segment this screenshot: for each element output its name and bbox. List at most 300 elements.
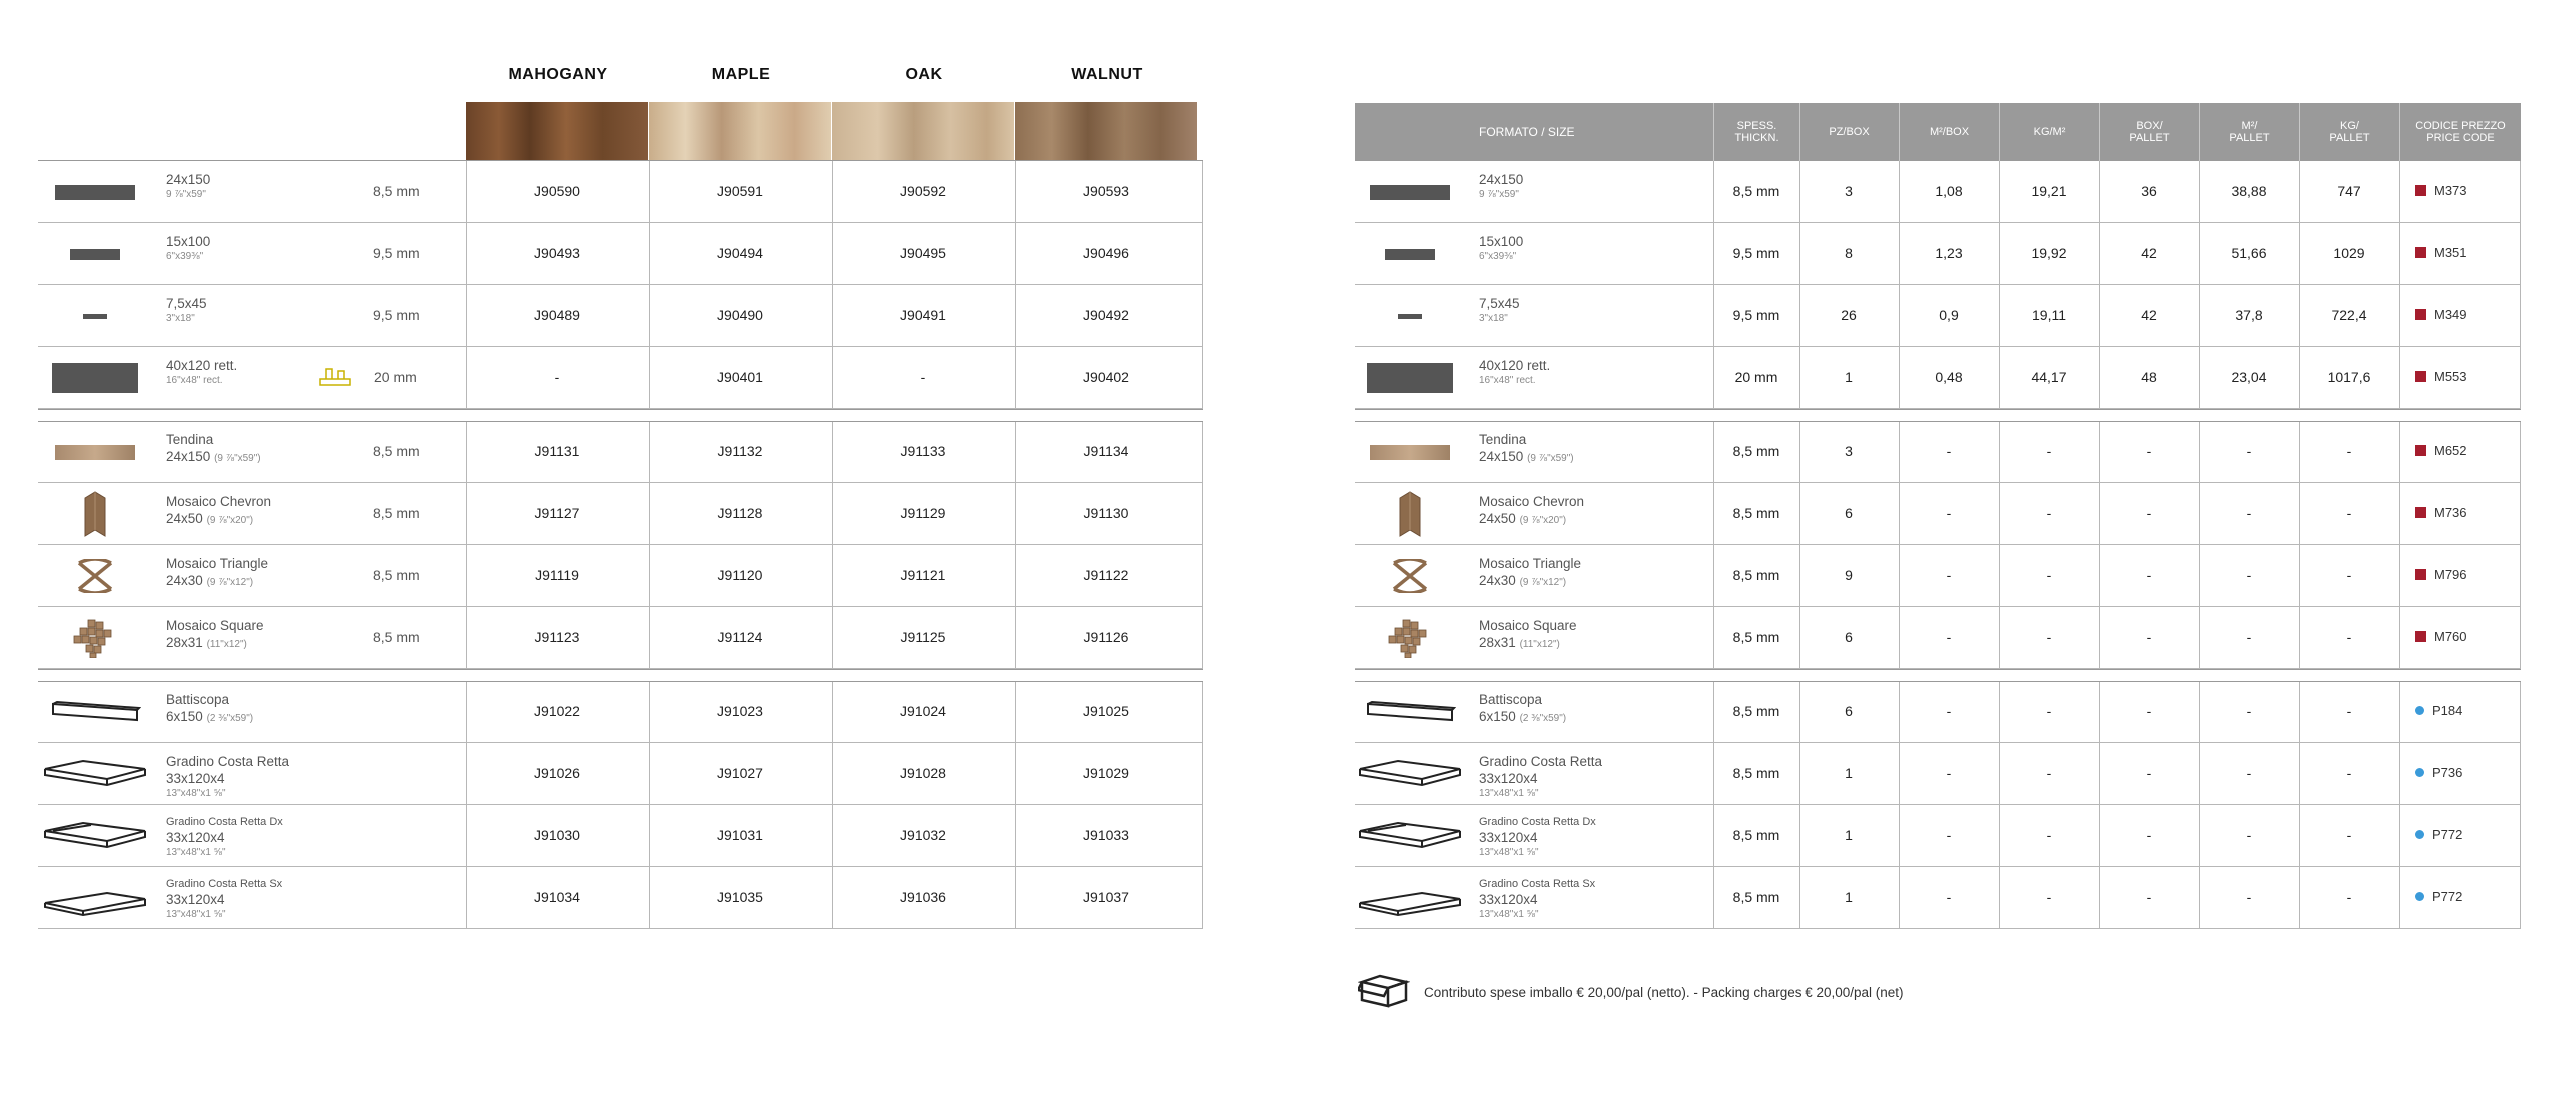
value-cell: - bbox=[2346, 443, 2352, 459]
product-code: J90590 bbox=[534, 183, 580, 199]
value-cell: - bbox=[2046, 703, 2052, 719]
value-cell: 8 bbox=[1845, 245, 1853, 261]
product-code: - bbox=[920, 369, 926, 385]
table-row bbox=[1355, 805, 2521, 867]
value-cell: 42 bbox=[2141, 307, 2157, 323]
product-code: J90591 bbox=[717, 183, 763, 199]
value-cell: - bbox=[2146, 765, 2152, 781]
product-code: J91129 bbox=[900, 505, 946, 521]
triangle-mosaic-icon bbox=[77, 559, 113, 593]
product-code: J91024 bbox=[900, 703, 946, 719]
row-size: 33x120x4 bbox=[1479, 830, 1538, 845]
product-code: J91133 bbox=[900, 443, 946, 459]
step-icon bbox=[43, 755, 147, 793]
row-size: 6x150 bbox=[166, 709, 203, 724]
row-size-imperial: 13"x48"x1 ⅝" bbox=[166, 788, 226, 799]
product-code: J91122 bbox=[1083, 567, 1129, 583]
table-row bbox=[38, 483, 1203, 545]
plank-15x100-icon bbox=[1385, 249, 1435, 260]
table-row bbox=[1355, 483, 2521, 545]
value-cell: - bbox=[2046, 889, 2052, 905]
row-size-imperial: (11"x12") bbox=[1519, 639, 1560, 650]
value-cell: - bbox=[1946, 889, 1952, 905]
product-code: J90593 bbox=[1083, 183, 1129, 199]
table-row bbox=[1355, 223, 2521, 285]
product-code: J91134 bbox=[1083, 443, 1129, 459]
price-dot-icon bbox=[2415, 830, 2424, 839]
row-name: 15x100 bbox=[166, 234, 211, 249]
skirting-icon bbox=[1364, 700, 1456, 724]
row-name: Gradino Costa Retta Sx bbox=[1479, 878, 1596, 890]
value-cell: 722,4 bbox=[2331, 307, 2367, 323]
value-cell: 48 bbox=[2141, 369, 2157, 385]
product-code: J90402 bbox=[1083, 369, 1129, 385]
table-row bbox=[1355, 743, 2521, 805]
product-code: J90495 bbox=[900, 245, 946, 261]
row-size-imperial: 13"x48"x1 ⅝" bbox=[1479, 847, 1539, 858]
row-thickness: 8,5 mm bbox=[373, 183, 420, 199]
row-size-imperial: (11"x12") bbox=[206, 639, 247, 650]
value-cell: 23,04 bbox=[2231, 369, 2267, 385]
price-code bbox=[2415, 369, 2467, 384]
row-thickness: 8,5 mm bbox=[373, 505, 420, 521]
price-dot-icon bbox=[2415, 706, 2424, 715]
product-code: J90494 bbox=[717, 245, 763, 261]
tendina-icon bbox=[1370, 445, 1450, 460]
price-square-icon bbox=[2415, 445, 2426, 456]
value-cell: - bbox=[2146, 443, 2152, 459]
rectified-edge-icon bbox=[318, 365, 352, 392]
product-code: J91131 bbox=[534, 443, 580, 459]
value-cell: 1,08 bbox=[1935, 183, 1963, 199]
tile-40x120-icon bbox=[52, 363, 138, 393]
row-size: 33x120x4 bbox=[166, 892, 225, 907]
table-row bbox=[38, 285, 1203, 347]
row-name: Tendina bbox=[166, 432, 214, 447]
header-size: FORMATO / SIZE bbox=[1479, 125, 1575, 139]
row-size-imperial: (9 ⅞"x12") bbox=[1519, 577, 1567, 588]
product-code: J91127 bbox=[534, 505, 580, 521]
header-thickness: SPESS. THICKN. bbox=[1713, 103, 1799, 161]
step-dx-icon bbox=[1358, 817, 1462, 855]
price-code-text: P772 bbox=[2432, 889, 2463, 904]
table-row bbox=[38, 867, 1203, 929]
product-code: J91027 bbox=[717, 765, 763, 781]
row-name: Gradino Costa Retta bbox=[166, 754, 290, 769]
value-cell: - bbox=[1946, 765, 1952, 781]
note-text: Contributo spese imballo € 20,00/pal (netto). - Packing charges € 20,00/pal (net) bbox=[1424, 985, 1904, 1000]
row-thickness: 9,5 mm bbox=[373, 245, 420, 261]
row-name: 7,5x45 bbox=[166, 296, 207, 311]
product-code: J91121 bbox=[900, 567, 946, 583]
value-cell: 8,5 mm bbox=[1732, 443, 1780, 459]
price-code bbox=[2415, 183, 2467, 198]
chevron-mosaic-icon bbox=[1397, 490, 1423, 538]
value-cell: - bbox=[1946, 443, 1952, 459]
table-row bbox=[1355, 285, 2521, 347]
value-cell: - bbox=[2046, 827, 2052, 843]
value-cell: - bbox=[2246, 443, 2252, 459]
table-row bbox=[38, 545, 1203, 607]
row-size-imperial: (9 ⅞"x59") bbox=[214, 453, 261, 464]
value-cell: - bbox=[1946, 827, 1952, 843]
column-header-walnut: WALNUT bbox=[1071, 66, 1143, 83]
header-pz-box: PZ/BOX bbox=[1799, 103, 1899, 161]
value-cell: 9,5 mm bbox=[1732, 245, 1780, 261]
row-size-imperial: 16"x48" rect. bbox=[166, 375, 223, 386]
value-cell: 1017,6 bbox=[2327, 369, 2371, 385]
value-cell: - bbox=[2246, 703, 2252, 719]
price-code bbox=[2415, 889, 2462, 904]
price-square-icon bbox=[2415, 309, 2426, 320]
row-size-imperial: 13"x48"x1 ⅝" bbox=[1479, 788, 1539, 799]
row-name: Mosaico Triangle bbox=[1479, 556, 1582, 571]
value-cell: - bbox=[2146, 703, 2152, 719]
square-mosaic-icon bbox=[72, 618, 118, 658]
table-row bbox=[38, 223, 1203, 285]
row-size: 28x31 bbox=[166, 635, 203, 650]
value-cell: 8,5 mm bbox=[1732, 629, 1780, 645]
value-cell: 747 bbox=[2337, 183, 2361, 199]
value-cell: - bbox=[2146, 505, 2152, 521]
box-icon bbox=[1358, 972, 1410, 1013]
price-code-text: M652 bbox=[2434, 443, 2467, 458]
table-row bbox=[38, 347, 1203, 409]
product-code: J91031 bbox=[717, 827, 763, 843]
product-code: J91028 bbox=[900, 765, 946, 781]
row-thickness: 8,5 mm bbox=[373, 629, 420, 645]
plank-24x150-icon bbox=[55, 185, 135, 200]
row-name: Mosaico Square bbox=[1479, 618, 1577, 633]
price-code bbox=[2415, 567, 2467, 582]
row-size: 24x50 bbox=[1479, 511, 1516, 526]
product-code: J90592 bbox=[900, 183, 946, 199]
row-name: 7,5x45 bbox=[1479, 296, 1520, 311]
price-code bbox=[2415, 505, 2467, 520]
price-code bbox=[2415, 765, 2462, 780]
row-name: Gradino Costa Retta Dx bbox=[1479, 816, 1596, 828]
row-thickness: 8,5 mm bbox=[373, 443, 420, 459]
product-code: J91124 bbox=[717, 629, 763, 645]
value-cell: 19,92 bbox=[2031, 245, 2067, 261]
header-m2-pallet: M²/ PALLET bbox=[2199, 103, 2299, 161]
row-size-imperial: 3"x18" bbox=[166, 313, 195, 324]
table-row bbox=[38, 743, 1203, 805]
product-code: J91119 bbox=[535, 567, 579, 583]
value-cell: - bbox=[2346, 567, 2352, 583]
table-row bbox=[1355, 681, 2521, 743]
value-cell: 8,5 mm bbox=[1732, 827, 1780, 843]
row-size: 6x150 bbox=[1479, 709, 1516, 724]
table-row bbox=[1355, 421, 2521, 483]
value-cell: 9,5 mm bbox=[1732, 307, 1780, 323]
price-code-text: M760 bbox=[2434, 629, 2467, 644]
step-icon bbox=[1358, 755, 1462, 793]
price-code bbox=[2415, 703, 2462, 718]
value-cell: 37,8 bbox=[2235, 307, 2263, 323]
row-size-imperial: 13"x48"x1 ⅝" bbox=[1479, 909, 1539, 920]
value-cell: - bbox=[2146, 629, 2152, 645]
value-cell: 8,5 mm bbox=[1732, 505, 1780, 521]
product-code: J91030 bbox=[534, 827, 580, 843]
product-code: J90401 bbox=[717, 369, 763, 385]
oak-swatch bbox=[832, 102, 1014, 160]
price-dot-icon bbox=[2415, 892, 2424, 901]
value-cell: 42 bbox=[2141, 245, 2157, 261]
row-size: 24x150 bbox=[166, 449, 211, 464]
product-code: J91032 bbox=[900, 827, 946, 843]
product-code: J91120 bbox=[717, 567, 763, 583]
product-code: J91035 bbox=[717, 889, 763, 905]
row-name: Tendina bbox=[1479, 432, 1527, 447]
price-dot-icon bbox=[2415, 768, 2424, 777]
product-code: J91123 bbox=[534, 629, 580, 645]
skirting-icon bbox=[49, 700, 141, 724]
product-code: J90490 bbox=[717, 307, 763, 323]
row-size-imperial: (9 ⅞"x20") bbox=[206, 515, 254, 526]
value-cell: - bbox=[2046, 765, 2052, 781]
value-cell: 3 bbox=[1845, 183, 1853, 199]
product-code: J91023 bbox=[717, 703, 763, 719]
value-cell: - bbox=[2246, 827, 2252, 843]
value-cell: 1 bbox=[1845, 827, 1853, 843]
row-size: 24x150 bbox=[1479, 449, 1524, 464]
row-size-imperial: 13"x48"x1 ⅝" bbox=[166, 909, 226, 920]
row-size: 33x120x4 bbox=[1479, 771, 1538, 786]
value-cell: 6 bbox=[1845, 703, 1853, 719]
table-row bbox=[1355, 161, 2521, 223]
value-cell: 1 bbox=[1845, 765, 1853, 781]
product-code: J90493 bbox=[534, 245, 580, 261]
row-size-imperial: 6"x39⅜" bbox=[1479, 251, 1517, 262]
plank-7-5x45-icon bbox=[1398, 314, 1422, 319]
row-size: 33x120x4 bbox=[1479, 892, 1538, 907]
value-cell: - bbox=[2246, 765, 2252, 781]
row-name: 24x150 bbox=[166, 172, 211, 187]
plank-24x150-icon bbox=[1370, 185, 1450, 200]
price-code bbox=[2415, 245, 2467, 260]
price-code-text: M736 bbox=[2434, 505, 2467, 520]
price-code-text: P772 bbox=[2432, 827, 2463, 842]
value-cell: - bbox=[2146, 567, 2152, 583]
row-size-imperial: 3"x18" bbox=[1479, 313, 1508, 324]
chevron-mosaic-icon bbox=[82, 490, 108, 538]
tile-40x120-icon bbox=[1367, 363, 1453, 393]
table-row bbox=[1355, 867, 2521, 929]
table-row bbox=[1355, 545, 2521, 607]
header-kg-pallet: KG/ PALLET bbox=[2299, 103, 2399, 161]
row-size-imperial: 6"x39⅜" bbox=[166, 251, 204, 262]
price-square-icon bbox=[2415, 569, 2426, 580]
value-cell: - bbox=[2246, 505, 2252, 521]
value-cell: 19,21 bbox=[2031, 183, 2067, 199]
price-square-icon bbox=[2415, 247, 2426, 258]
value-cell: - bbox=[2046, 505, 2052, 521]
triangle-mosaic-icon bbox=[1392, 559, 1428, 593]
row-name: Mosaico Chevron bbox=[166, 494, 272, 509]
row-name: Gradino Costa Retta Dx bbox=[166, 816, 283, 828]
value-cell: 20 mm bbox=[1734, 369, 1778, 385]
price-code bbox=[2415, 629, 2467, 644]
value-cell: 8,5 mm bbox=[1732, 183, 1780, 199]
price-code bbox=[2415, 827, 2462, 842]
price-code-text: P184 bbox=[2432, 703, 2463, 718]
row-size-imperial: 9 ⅞"x59" bbox=[166, 189, 206, 200]
header-kg-m2: KG/M² bbox=[1999, 103, 2099, 161]
row-size: 33x120x4 bbox=[166, 771, 225, 786]
price-code-text: P736 bbox=[2432, 765, 2463, 780]
row-name: Gradino Costa Retta Sx bbox=[166, 878, 283, 890]
value-cell: - bbox=[1946, 629, 1952, 645]
value-cell: - bbox=[1946, 567, 1952, 583]
row-size-imperial: (2 ⅜"x59") bbox=[206, 713, 254, 724]
value-cell: 3 bbox=[1845, 443, 1853, 459]
value-cell: 8,5 mm bbox=[1732, 889, 1780, 905]
value-cell: - bbox=[2046, 629, 2052, 645]
price-square-icon bbox=[2415, 185, 2426, 196]
packing-table-header bbox=[1355, 103, 2521, 161]
row-name: Battiscopa bbox=[1479, 692, 1543, 707]
value-cell: 8,5 mm bbox=[1732, 703, 1780, 719]
step-sx-icon bbox=[1358, 879, 1462, 917]
table-row bbox=[1355, 347, 2521, 409]
table-row bbox=[38, 161, 1203, 223]
value-cell: - bbox=[2246, 629, 2252, 645]
row-size-imperial: 16"x48" rect. bbox=[1479, 375, 1536, 386]
header-box-pallet: BOX/ PALLET bbox=[2099, 103, 2199, 161]
value-cell: - bbox=[2146, 889, 2152, 905]
value-cell: - bbox=[2346, 505, 2352, 521]
row-name: Battiscopa bbox=[166, 692, 230, 707]
product-code: J91025 bbox=[1083, 703, 1129, 719]
price-code bbox=[2415, 307, 2467, 322]
mahogany-swatch bbox=[466, 102, 648, 160]
table-row bbox=[38, 805, 1203, 867]
product-code: J91033 bbox=[1083, 827, 1129, 843]
product-code: J91128 bbox=[717, 505, 763, 521]
row-name: 24x150 bbox=[1479, 172, 1524, 187]
product-code: J91037 bbox=[1083, 889, 1129, 905]
product-code: J91125 bbox=[900, 629, 946, 645]
product-code: J91034 bbox=[534, 889, 580, 905]
row-size: 33x120x4 bbox=[166, 830, 225, 845]
value-cell: - bbox=[2346, 703, 2352, 719]
price-code bbox=[2415, 443, 2467, 458]
row-name: Mosaico Chevron bbox=[1479, 494, 1585, 509]
value-cell: 6 bbox=[1845, 505, 1853, 521]
header-price-code: CODICE PREZZO PRICE CODE bbox=[2399, 103, 2521, 161]
maple-swatch bbox=[649, 102, 831, 160]
value-cell: - bbox=[2046, 443, 2052, 459]
row-name: Mosaico Triangle bbox=[166, 556, 269, 571]
row-size: 24x50 bbox=[166, 511, 203, 526]
product-code: J90492 bbox=[1083, 307, 1129, 323]
value-cell: 1029 bbox=[2333, 245, 2365, 261]
row-name: 40x120 rett. bbox=[1479, 358, 1551, 373]
table-row bbox=[38, 607, 1203, 669]
product-code: J90496 bbox=[1083, 245, 1129, 261]
product-code: J91022 bbox=[534, 703, 580, 719]
value-cell: 0,9 bbox=[1939, 307, 1959, 323]
value-cell: 8,5 mm bbox=[1732, 765, 1780, 781]
value-cell: - bbox=[2346, 765, 2352, 781]
value-cell: - bbox=[1946, 505, 1952, 521]
table-row bbox=[38, 421, 1203, 483]
plank-7-5x45-icon bbox=[83, 314, 107, 319]
value-cell: 19,11 bbox=[2032, 307, 2066, 323]
row-size: 28x31 bbox=[1479, 635, 1516, 650]
value-cell: 51,66 bbox=[2231, 245, 2267, 261]
product-code: J91126 bbox=[1083, 629, 1129, 645]
step-dx-icon bbox=[43, 817, 147, 855]
price-code-text: M351 bbox=[2434, 245, 2467, 260]
value-cell: 36 bbox=[2141, 183, 2157, 199]
product-code: J91029 bbox=[1083, 765, 1129, 781]
row-name: 40x120 rett. bbox=[166, 358, 238, 373]
price-square-icon bbox=[2415, 371, 2426, 382]
row-size-imperial: (2 ⅜"x59") bbox=[1519, 713, 1567, 724]
row-name: Mosaico Square bbox=[166, 618, 264, 633]
value-cell: - bbox=[1946, 703, 1952, 719]
value-cell: 0,48 bbox=[1935, 369, 1963, 385]
row-size-imperial: 9 ⅞"x59" bbox=[1479, 189, 1519, 200]
product-code: J91132 bbox=[717, 443, 763, 459]
price-square-icon bbox=[2415, 631, 2426, 642]
value-cell: 44,17 bbox=[2031, 369, 2067, 385]
table-row bbox=[38, 681, 1203, 743]
value-cell: 26 bbox=[1841, 307, 1857, 323]
price-square-icon bbox=[2415, 507, 2426, 518]
product-code: J91036 bbox=[900, 889, 946, 905]
value-cell: 1 bbox=[1845, 369, 1853, 385]
row-size-imperial: 13"x48"x1 ⅝" bbox=[166, 847, 226, 858]
row-name: Gradino Costa Retta bbox=[1479, 754, 1603, 769]
product-code: - bbox=[554, 369, 560, 385]
value-cell: - bbox=[2146, 827, 2152, 843]
row-name: 15x100 bbox=[1479, 234, 1524, 249]
price-code-text: M373 bbox=[2434, 183, 2467, 198]
step-sx-icon bbox=[43, 879, 147, 917]
product-code: J90491 bbox=[900, 307, 946, 323]
price-code-text: M553 bbox=[2434, 369, 2467, 384]
walnut-swatch bbox=[1015, 102, 1197, 160]
row-thickness: 20 mm bbox=[374, 369, 417, 385]
value-cell: 38,88 bbox=[2231, 183, 2267, 199]
value-cell: - bbox=[2346, 827, 2352, 843]
value-cell: 8,5 mm bbox=[1732, 567, 1780, 583]
value-cell: - bbox=[2346, 889, 2352, 905]
square-mosaic-icon bbox=[1387, 618, 1433, 658]
value-cell: 1 bbox=[1845, 889, 1853, 905]
row-size-imperial: (9 ⅞"x12") bbox=[206, 577, 254, 588]
value-cell: 1,23 bbox=[1935, 245, 1963, 261]
value-cell: - bbox=[2046, 567, 2052, 583]
plank-15x100-icon bbox=[70, 249, 120, 260]
header-m2-box: M²/BOX bbox=[1899, 103, 1999, 161]
row-size-imperial: (9 ⅞"x20") bbox=[1519, 515, 1567, 526]
column-header-mahogany: MAHOGANY bbox=[508, 66, 608, 83]
value-cell: - bbox=[2246, 567, 2252, 583]
value-cell: - bbox=[2246, 889, 2252, 905]
value-cell: 9 bbox=[1845, 567, 1853, 583]
product-code: J91026 bbox=[534, 765, 580, 781]
tendina-icon bbox=[55, 445, 135, 460]
row-size: 24x30 bbox=[166, 573, 203, 588]
column-header-oak: OAK bbox=[905, 66, 943, 83]
row-size-imperial: (9 ⅞"x59") bbox=[1527, 453, 1574, 464]
price-code-text: M796 bbox=[2434, 567, 2467, 582]
price-code-text: M349 bbox=[2434, 307, 2467, 322]
